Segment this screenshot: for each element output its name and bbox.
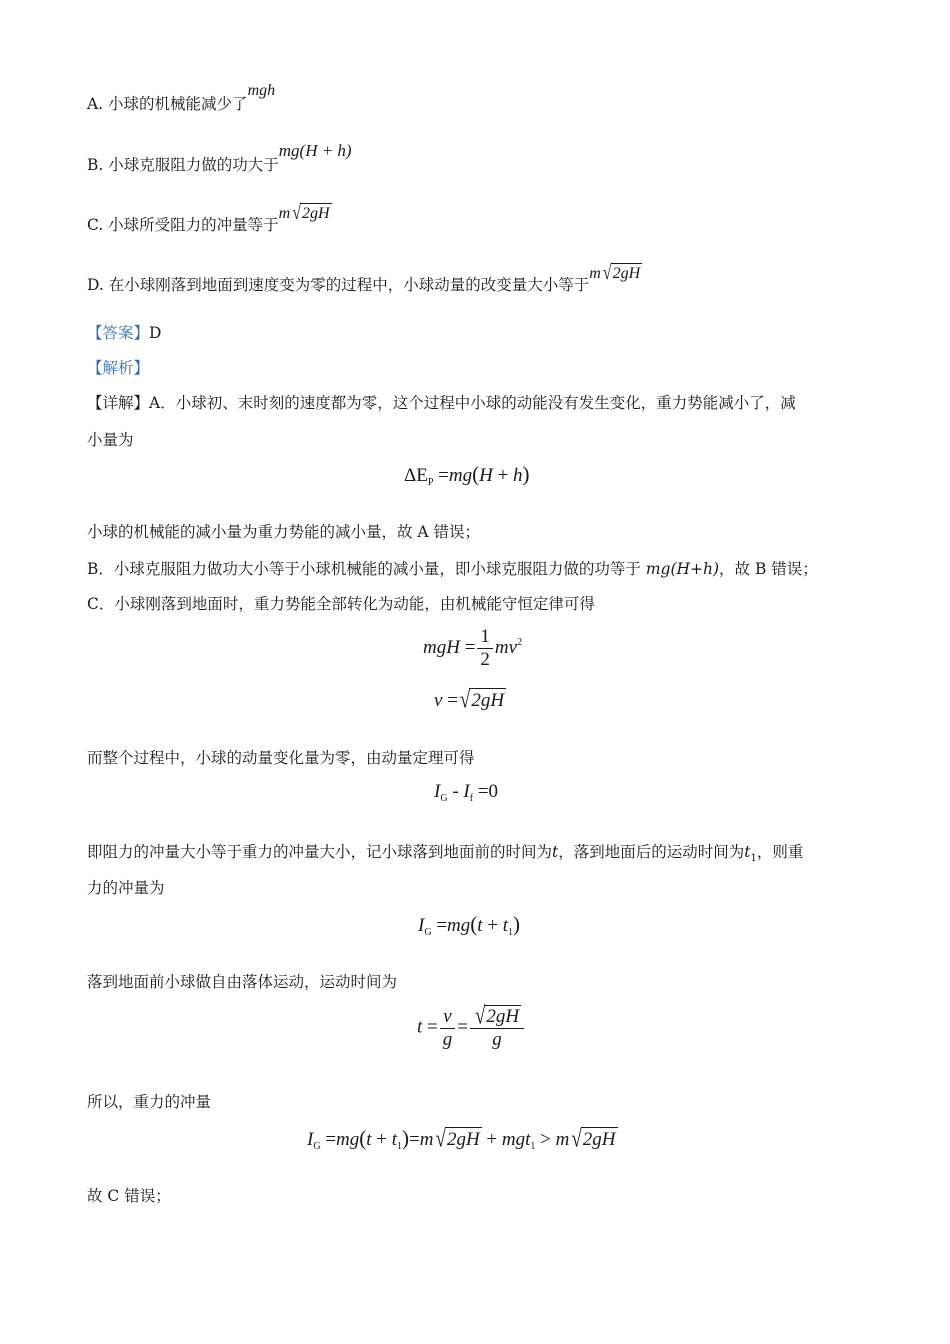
equation-impulse-g: $I_G =mg(t + t_1)$ — [418, 912, 521, 938]
option-b-math: mg(H + h) — [278, 141, 352, 160]
analysis-label: 【解析】 — [87, 359, 150, 377]
option-d-math: m √2gH — [589, 262, 641, 285]
option-b-text: B. 小球克服阻力做的功大于 — [87, 156, 279, 174]
answer-value: D — [149, 324, 162, 342]
detail-line-9: 落到地面前小球做自由落体运动，运动时间为 — [87, 973, 398, 991]
equation-time: t = $\frac{v}{g}$ = $\frac{√2gH}{g}$ — [417, 1005, 526, 1051]
detail-line-6: 而整个过程中，小球的动量变化量为零，由动量定理可得 — [87, 749, 475, 767]
option-c-text: C. 小球所受阻力的冲量等于 — [87, 216, 279, 234]
detail-line-7: 即阻力的冲量大小等于重力的冲量大小，记小球落到地面前的时间为t，落到地面后的运动时间为$t_1$，则重 — [87, 843, 804, 864]
answer-label: 【答案】 — [87, 324, 150, 342]
equation-momentum: $I_G - I_f =0$ — [434, 781, 499, 804]
detail-line-3: 小球的机械能的减小量为重力势能的减小量，故 A 错误； — [87, 523, 481, 541]
option-c — [87, 202, 332, 236]
option-a-text: A. 小球的机械能减少了 — [87, 95, 248, 113]
detail-line-1: 【详解】A．小球初、末时刻的速度都为零，这个过程中小球的动能没有发生变化，重力势能减小了，减 — [87, 394, 796, 412]
detail-line-8: 力的冲量为 — [87, 879, 165, 897]
option-c-math: m √2gH — [278, 202, 330, 225]
detail-line-10: 所以，重力的冲量 — [87, 1093, 212, 1111]
detail-line-2: 小量为 — [87, 431, 134, 449]
option-b — [87, 141, 352, 175]
answer-line — [87, 323, 161, 343]
detail-line-11: 故 C 错误； — [87, 1187, 171, 1205]
option-a-math: mgh — [247, 82, 276, 99]
detail-label: 【详解】 — [87, 394, 150, 412]
equation-impulse-compare: $I_G =mg(t + t_1)=m$ √2gH + mgt$_1$ > m √2gH — [307, 1125, 616, 1153]
equation-delta-ep: $\Delta E_P =mg(H + h)$ — [404, 462, 530, 488]
option-d-text: D. 在小球刚落到地面到速度变为零的过程中，小球动量的改变量大小等于 — [87, 276, 590, 294]
detail-line-4: B．小球克服阻力做功大小等于小球机械能的减小量，即小球克服阻力做的功等于 mg(H+h)，故 B 错误； — [87, 560, 818, 578]
analysis-line — [87, 358, 149, 378]
option-d — [87, 262, 642, 296]
option-a — [87, 82, 276, 115]
equation-energy: mgH = $\frac{1}{2}$ $mv^2$ — [423, 626, 523, 670]
equation-velocity: v = √2gH — [434, 686, 505, 714]
detail-line-5: C．小球刚落到地面时，重力势能全部转化为动能，由机械能守恒定律可得 — [87, 595, 595, 613]
